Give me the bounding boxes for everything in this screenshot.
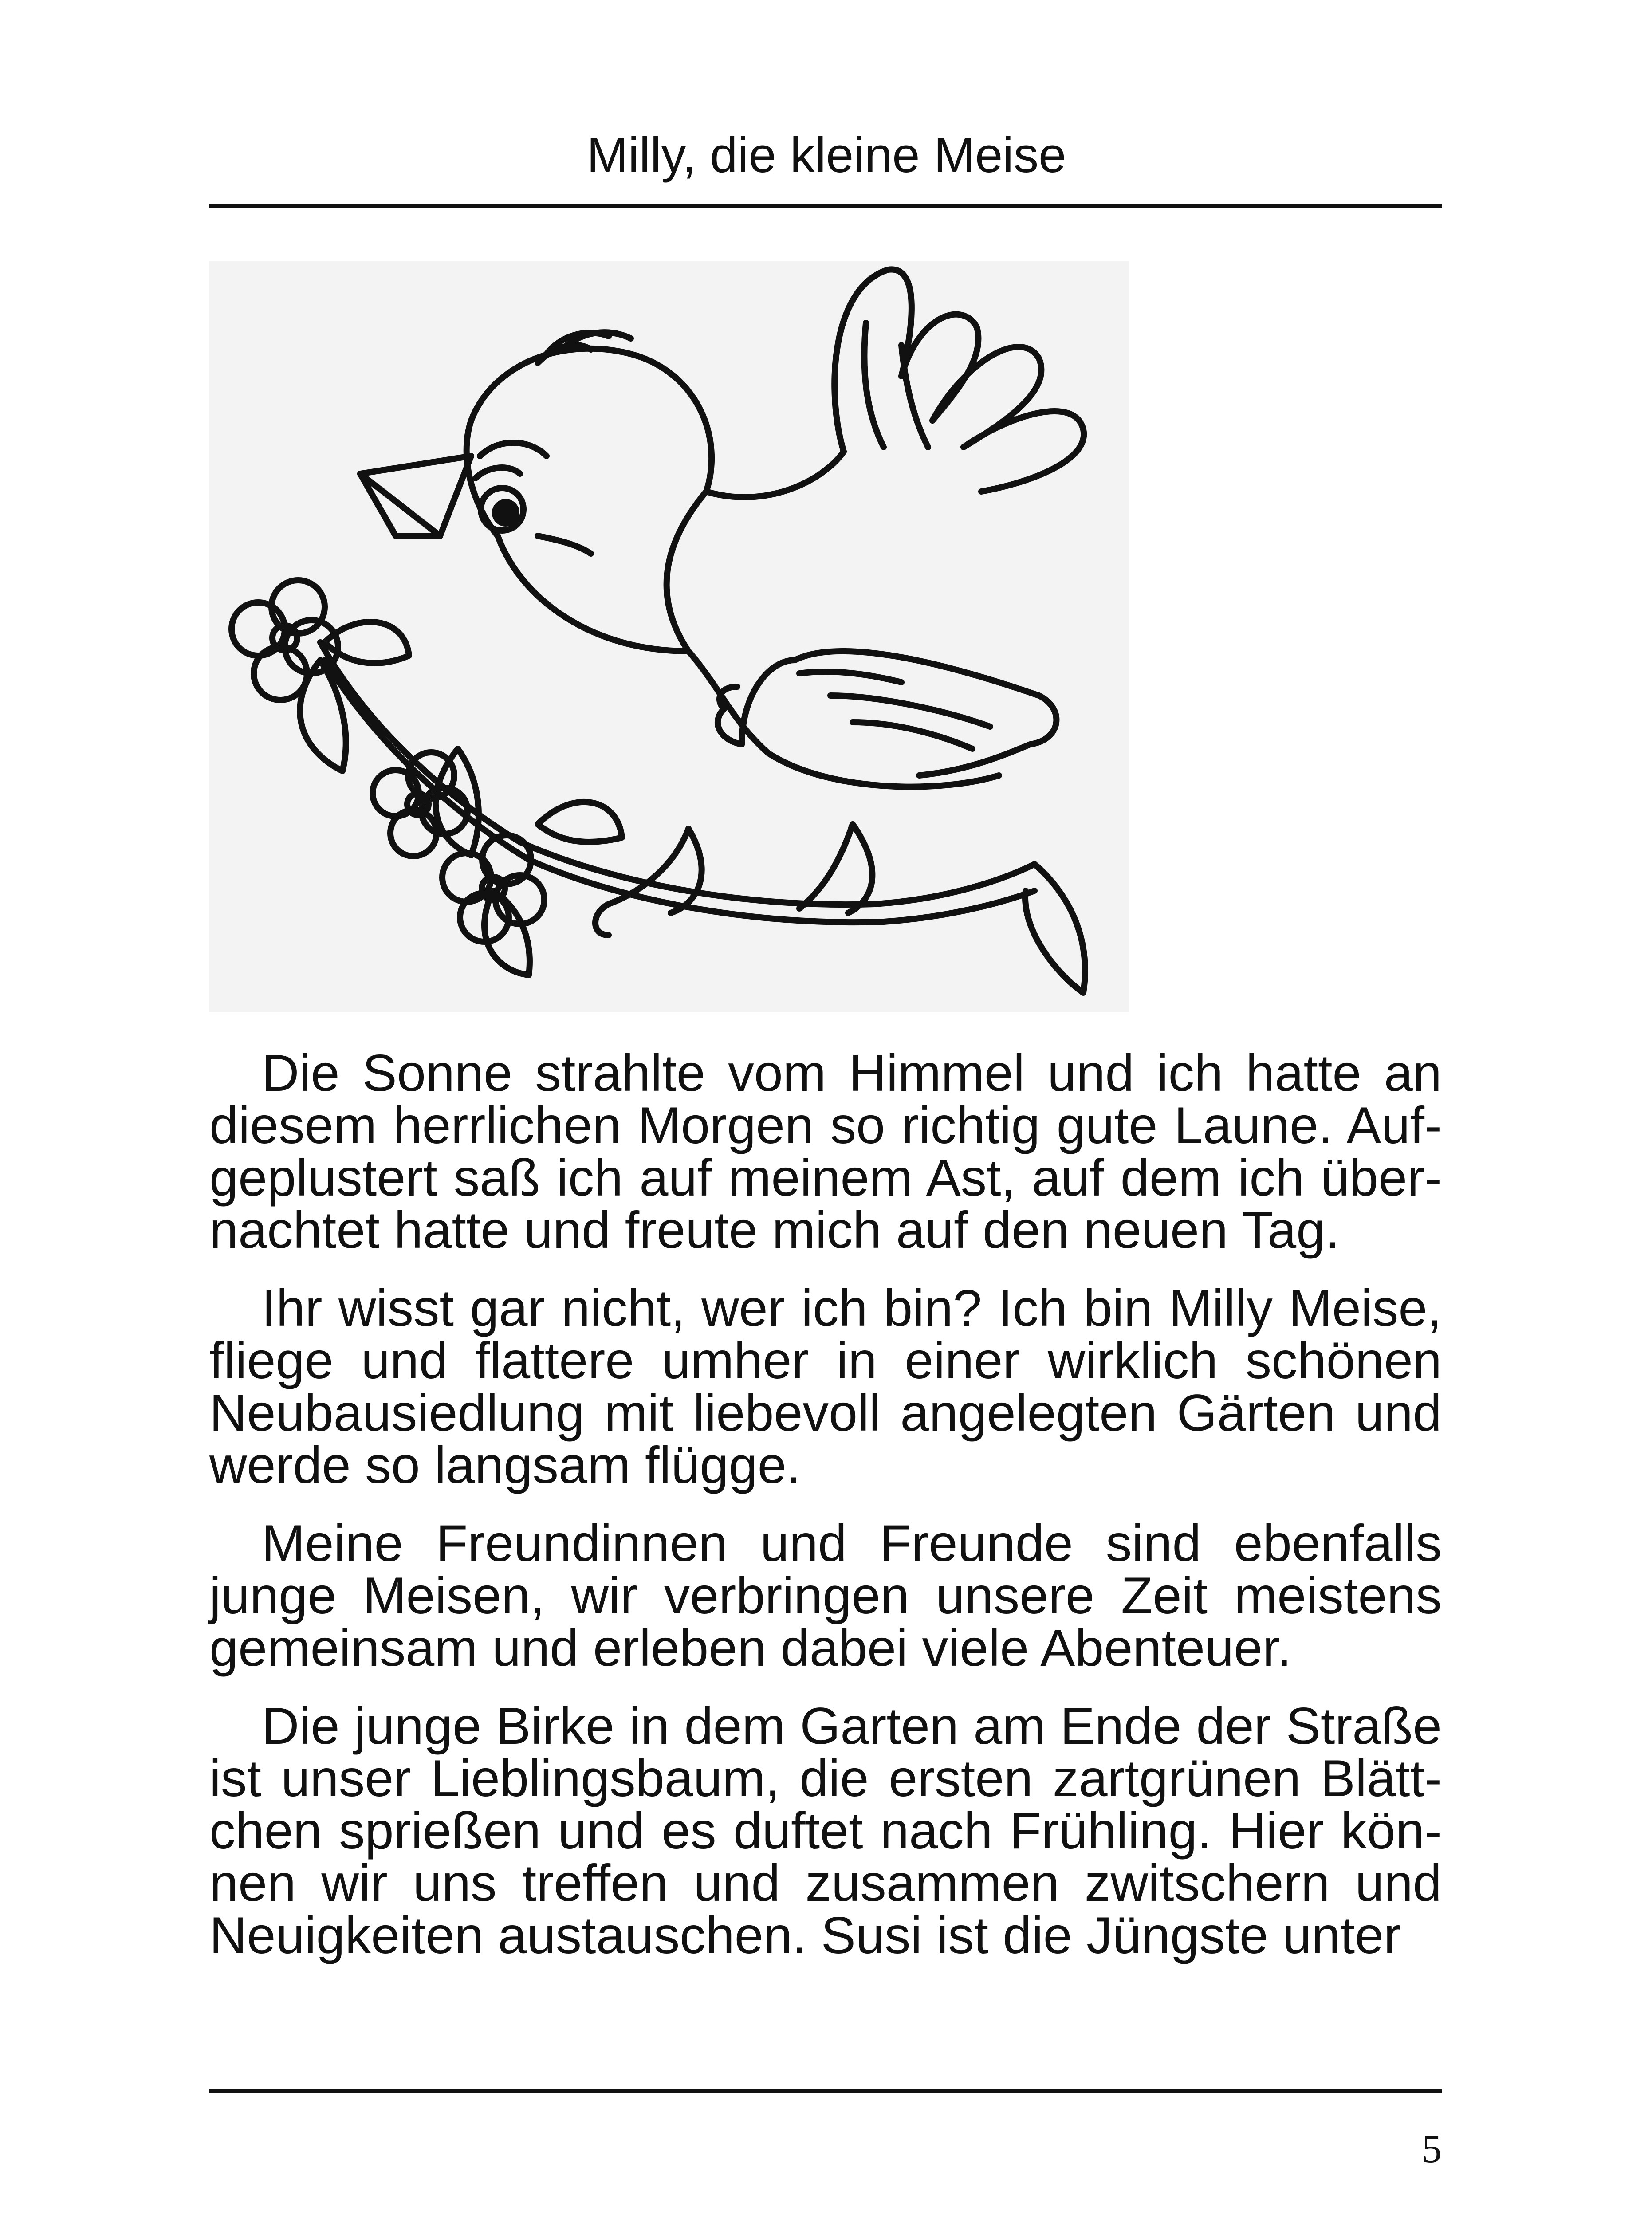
header-rule [209, 204, 1442, 208]
page-header-title: Milly, die kleine Meise [586, 127, 1066, 183]
bird-on-branch-icon [209, 261, 1129, 1012]
bird-illustration [209, 261, 1129, 1012]
paragraph-3: Meine Freundinnen und Freunde sind ebenfalls junge Meisen, wir verbringen unsere Zeit meistens gemeinsam und erleben dabei viele Abenteuer. [209, 1514, 1442, 1677]
paragraph-1: Die Sonne strahlte vom Himmel und ich hatte an diesem herrlichen Morgen so richtig gute Laune. Aufgeplustert saß ich auf meinem Ast, auf dem ich übernachtet hatte und freute mich auf den neuen Tag. [209, 1044, 1442, 1259]
paragraph-2: Ihr wisst gar nicht, wer ich bin? Ich bin Milly Meise, fliege und flattere umher in einer wirklich schönen Neubausiedlung mit liebevoll angelegten Gärten und werde so langsam flügge. [209, 1279, 1442, 1494]
page-number: 5 [1422, 2127, 1442, 2171]
body-text [209, 1044, 1442, 1987]
footer-rule [209, 2089, 1442, 2093]
paragraph-4: Die junge Birke in dem Garten am Ende der Straße ist unser Lieblingsbaum, die ersten zartgrünen Blättchen sprießen und es duftet nach Frühling. Hier können wir uns treffen und zusammen zwitschern und Neuigkeiten austauschen. Susi ist die Jüngste unter [209, 1697, 1442, 1964]
